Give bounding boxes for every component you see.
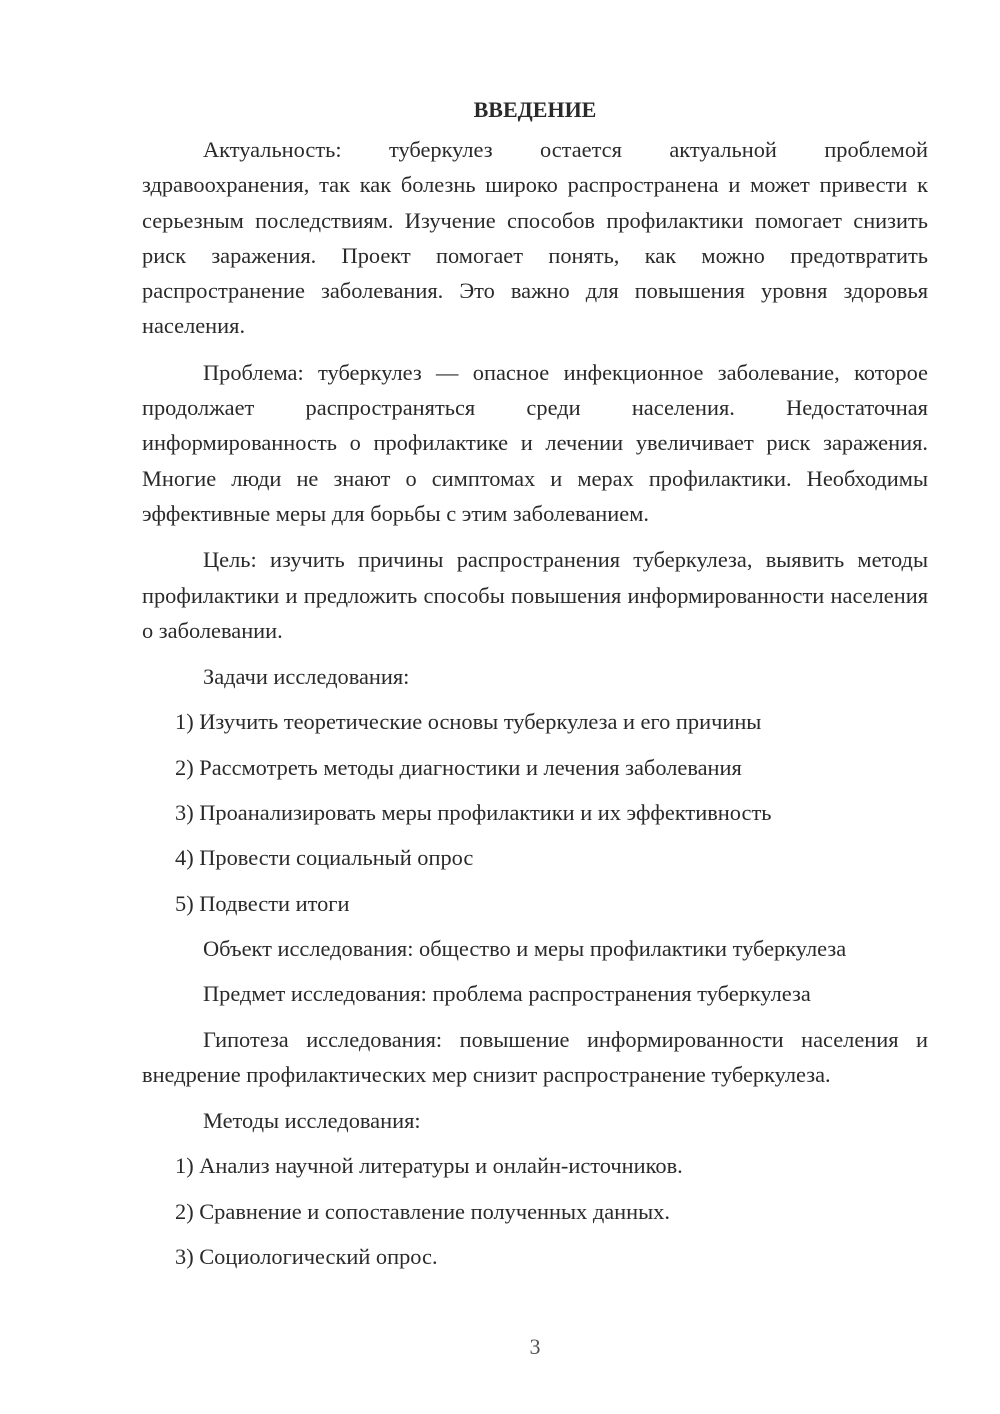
list-item: 5) Подвести итоги <box>175 890 350 916</box>
subject-line: Предмет исследования: проблема распространения туберкулеза <box>203 981 811 1007</box>
methods-list <box>142 1148 928 1274</box>
methods-label: Методы исследования: <box>203 1108 421 1134</box>
page-number: 3 <box>529 1334 541 1359</box>
list-item: 1) Изучить теоретические основы туберкулеза и его причины <box>175 709 762 735</box>
tasks-list <box>142 704 928 920</box>
hypothesis-paragraph: Гипотеза исследования: повышение информированности населения и внедрение профилактических мер снизит распространение туберкулеза. <box>142 1026 928 1087</box>
list-item: 3) Социологический опрос. <box>175 1244 438 1270</box>
list-item: 1) Анализ научной литературы и онлайн-источников. <box>175 1153 683 1179</box>
document-page <box>142 96 928 1284</box>
list-item: 2) Сравнение и сопоставление полученных данных. <box>175 1198 670 1224</box>
page-title: ВВЕДЕНИЕ <box>473 97 597 122</box>
tasks-label: Задачи исследования: <box>203 664 410 690</box>
goal-paragraph: Цель: изучить причины распространения туберкулеза, выявить методы профилактики и предложить способы повышения информированности населения о заболевании. <box>142 547 928 643</box>
list-item: 2) Рассмотреть методы диагностики и лечения заболевания <box>175 754 742 780</box>
list-item: 4) Провести социальный опрос <box>175 845 474 871</box>
problem-paragraph: Проблема: туберкулез — опасное инфекционное заболевание, которое продолжает распространяться среди населения. Недостаточная информированность о профилактике и лечении увеличивает риск заражения. Многие люди не знают о симптомах и мерах профилактики. Необходимы эффективные меры для борьбы с этим заболеванием. <box>142 359 928 526</box>
object-line: Объект исследования: общество и меры профилактики туберкулеза <box>203 935 847 961</box>
list-item: 3) Проанализировать меры профилактики и их эффективность <box>175 800 772 826</box>
relevance-paragraph: Актуальность: туберкулез остается актуальной проблемой здравоохранения, так как болезнь широко распространена и может привести к серьезным последствиям. Изучение способов профилактики помогает снизить риск заражения. Проект помогает понять, как можно предотвратить распространение заболевания. Это важно для повышения уровня здоровья населения. <box>142 137 928 339</box>
